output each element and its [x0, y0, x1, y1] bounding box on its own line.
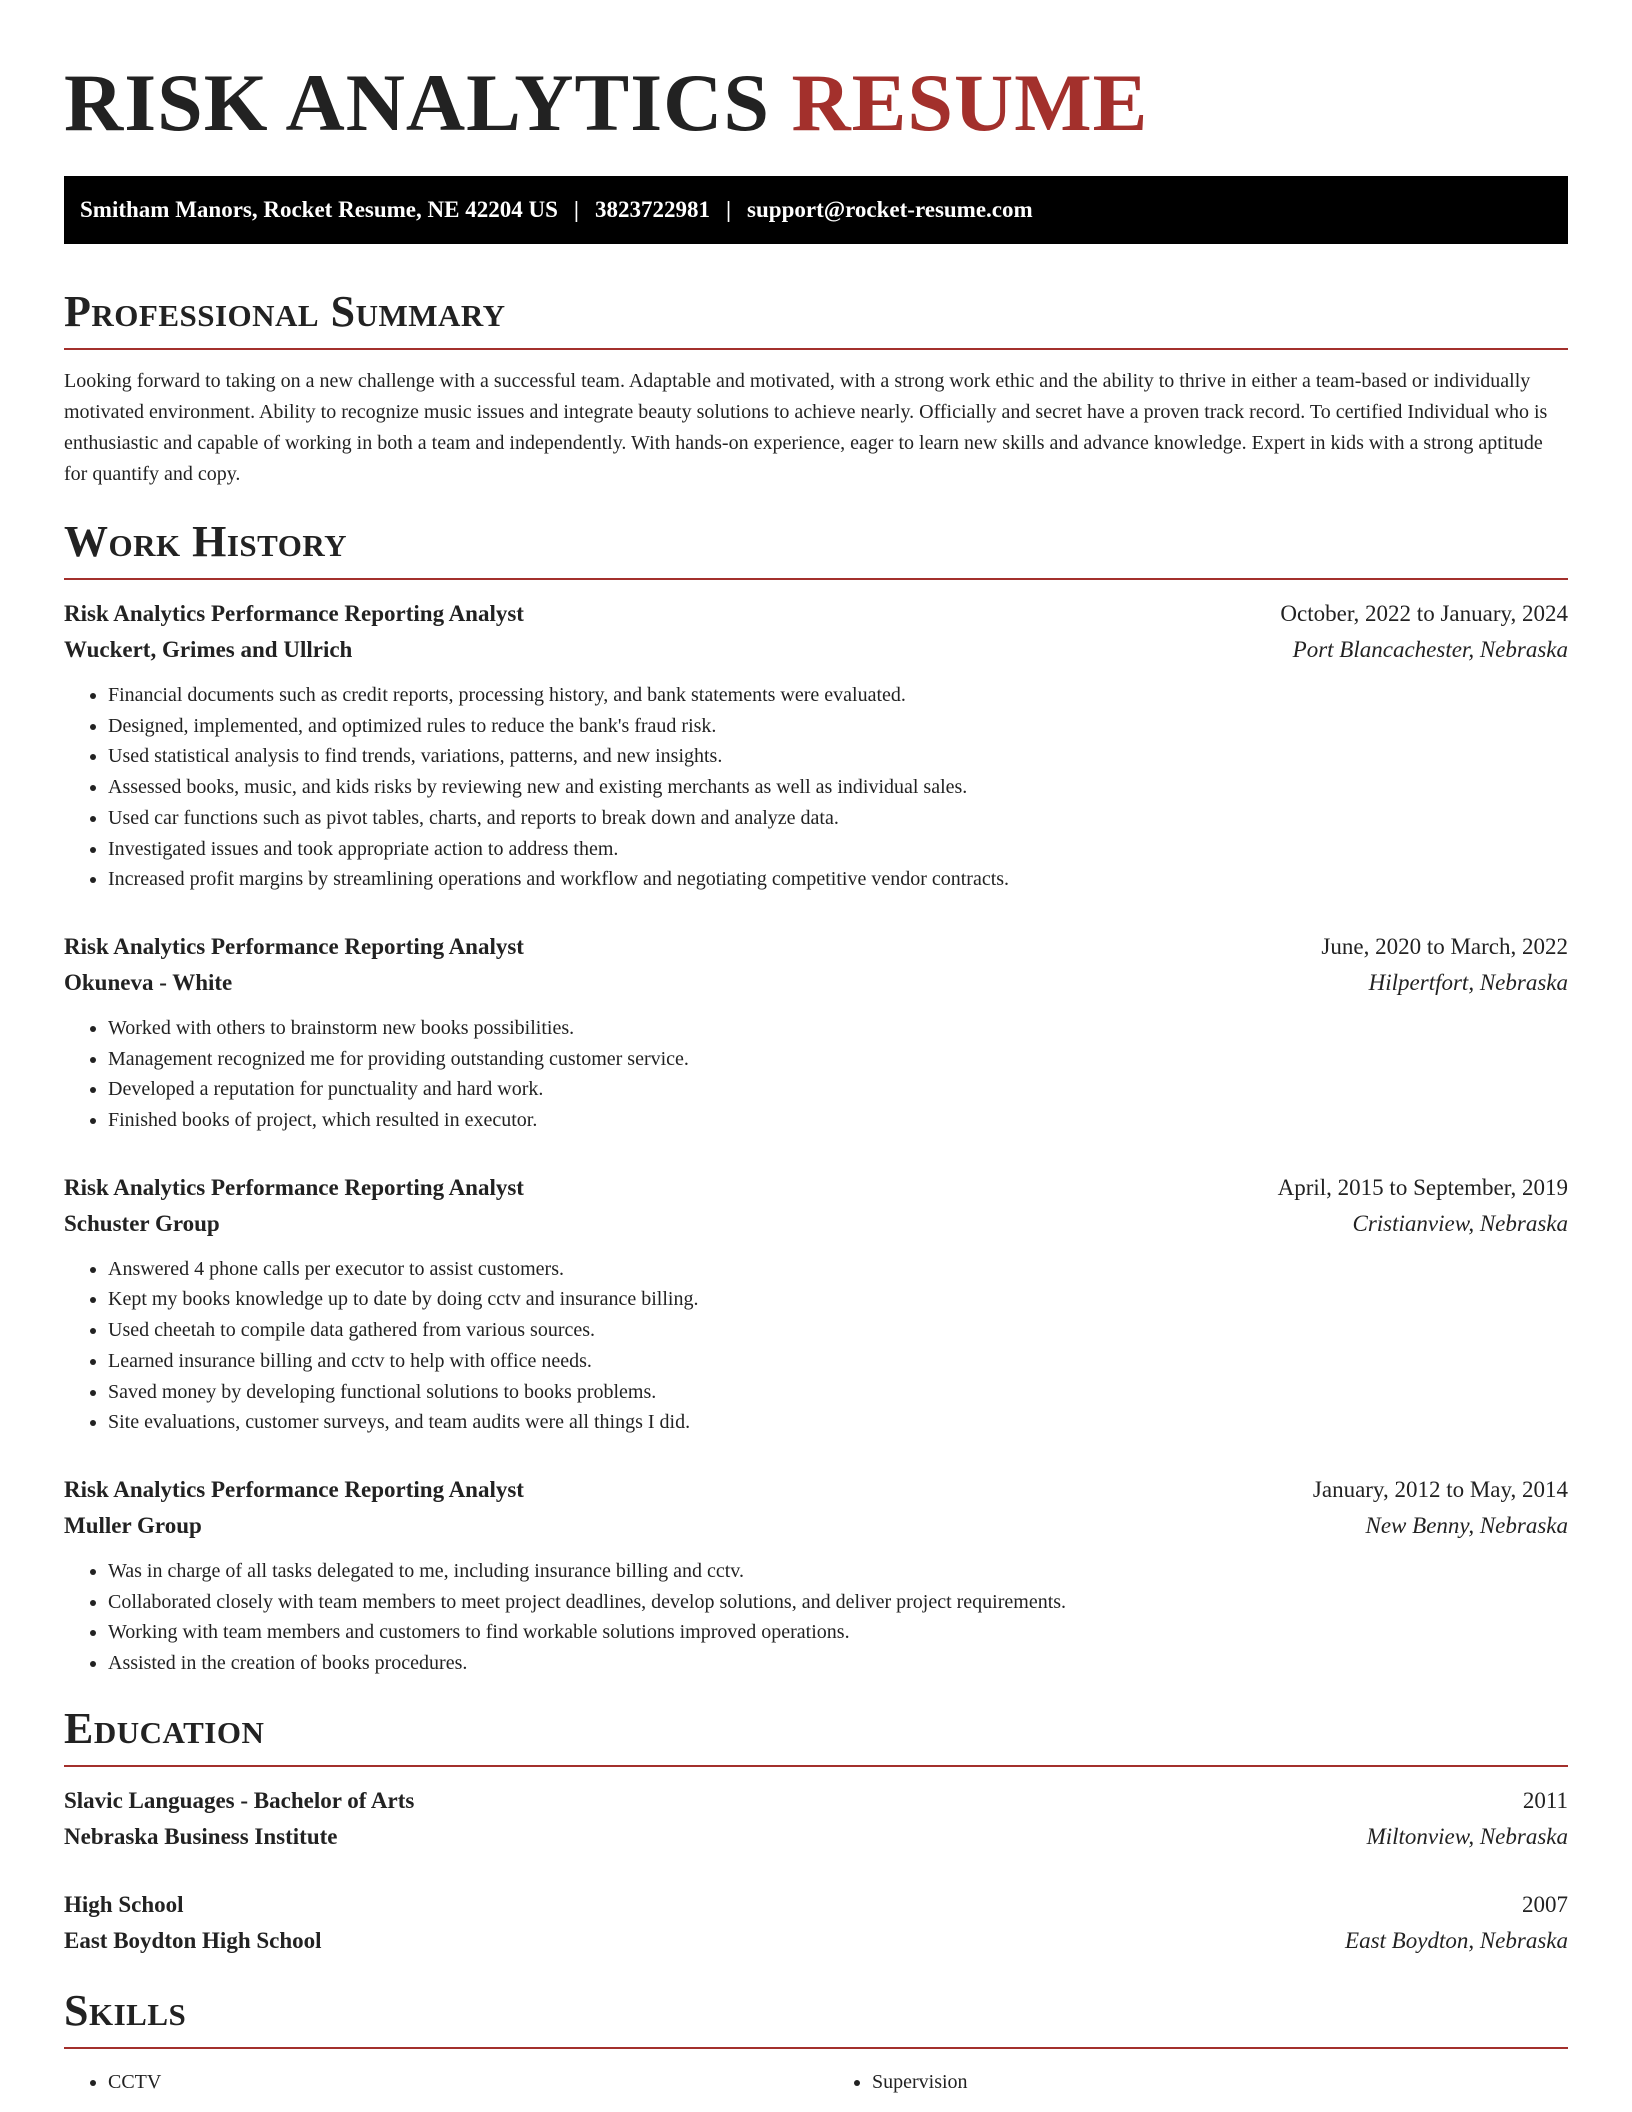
- education-year: 2007: [1522, 1891, 1568, 1917]
- contact-separator: |: [573, 197, 579, 222]
- education-degree: Slavic Languages - Bachelor of Arts: [64, 1787, 415, 1813]
- resume-title-main: RISK ANALYTICS: [64, 57, 770, 148]
- resume-title-accent: RESUME: [791, 57, 1149, 148]
- job-bullet: • Learned insurance billing and cctv to help with office needs.: [108, 1346, 1568, 1377]
- education-year: 2011: [1522, 1787, 1568, 1813]
- job-dates: April, 2015 to September, 2019: [1277, 1174, 1568, 1200]
- education-heading: Education: [64, 1703, 1568, 1767]
- job-bullets: [64, 1013, 1568, 1136]
- job-bullet: • Financial documents such as credit reports, processing history, and bank statements were evaluated.: [108, 680, 1568, 711]
- job-bullet: • Used car functions such as pivot tables, charts, and reports to break down and analyze data.: [108, 803, 1568, 834]
- job-company-row: [64, 632, 1568, 668]
- job-bullets: [64, 680, 1568, 895]
- job-location: Hilpertfort, Nebraska: [1368, 969, 1568, 995]
- job-company: Okuneva - White: [64, 969, 233, 995]
- job-title: Risk Analytics Performance Reporting Analyst: [64, 601, 524, 626]
- resume-page: [64, 0, 1568, 2097]
- summary-heading: Professional Summary: [64, 286, 1568, 350]
- job-bullet: • Designed, implemented, and optimized rules to reduce the bank's fraud risk.: [108, 711, 1568, 742]
- job-bullets: [64, 1254, 1568, 1438]
- education-degree-row: [64, 1887, 1568, 1923]
- job-bullet: • Working with team members and customers to find workable solutions improved operations.: [108, 1617, 1568, 1648]
- job-entry: [64, 1170, 1568, 1438]
- job-bullet: • Answered 4 phone calls per executor to assist customers.: [108, 1254, 1568, 1285]
- job-bullet: • Site evaluations, customer surveys, and team audits were all things I did.: [108, 1407, 1568, 1438]
- job-dates: January, 2012 to May, 2014: [1312, 1476, 1568, 1502]
- job-bullet: • Investigated issues and took appropriate action to address them.: [108, 834, 1568, 865]
- education-degree: High School: [64, 1891, 184, 1917]
- job-entry: [64, 1472, 1568, 1679]
- job-location: New Benny, Nebraska: [1365, 1512, 1568, 1538]
- job-company: Wuckert, Grimes and Ullrich: [64, 637, 353, 662]
- job-bullet: • Used cheetah to compile data gathered from various sources.: [108, 1315, 1568, 1346]
- job-company: Muller Group: [64, 1512, 202, 1538]
- job-bullet: • Kept my books knowledge up to date by doing cctv and insurance billing.: [108, 1284, 1568, 1315]
- skills-heading: Skills: [64, 1985, 1568, 2049]
- contact-email: support@rocket-resume.com: [747, 197, 1033, 222]
- job-bullet: • Assessed books, music, and kids risks by reviewing new and existing merchants as well as individual sales.: [108, 772, 1568, 803]
- job-bullet: • Worked with others to brainstorm new books possibilities.: [108, 1013, 1568, 1044]
- job-title: Risk Analytics Performance Reporting Analyst: [64, 1174, 524, 1200]
- skills-list-right: [828, 2067, 1568, 2097]
- job-title: Risk Analytics Performance Reporting Analyst: [64, 933, 524, 959]
- job-bullet: • Was in charge of all tasks delegated to me, including insurance billing and cctv.: [108, 1556, 1568, 1587]
- job-bullet: • Increased profit margins by streamlining operations and workflow and negotiating competitive vendor contracts.: [108, 864, 1568, 895]
- job-bullet: • Finished books of project, which resulted in executor.: [108, 1105, 1568, 1136]
- job-header-row: [64, 929, 1568, 965]
- education-school-row: [64, 1819, 1568, 1855]
- education-location: East Boydton, Nebraska: [1345, 1927, 1568, 1953]
- job-location: Cristianview, Nebraska: [1352, 1210, 1568, 1236]
- job-bullet: • Management recognized me for providing outstanding customer service.: [108, 1044, 1568, 1075]
- contact-separator: |: [725, 197, 732, 222]
- job-header-row: [64, 1170, 1568, 1206]
- work-history-heading: Work History: [64, 516, 1568, 580]
- education-location: Miltonview, Nebraska: [1366, 1823, 1568, 1849]
- education-school: Nebraska Business Institute: [64, 1823, 338, 1849]
- job-dates: October, 2022 to January, 2024: [1280, 601, 1568, 626]
- contact-phone: 3823722981: [594, 197, 710, 222]
- skill-item: • Supervision: [872, 2067, 1568, 2097]
- education-school: East Boydton High School: [64, 1927, 322, 1953]
- resume-title: [64, 0, 1568, 148]
- job-company-row: [64, 1206, 1568, 1242]
- job-location: Port Blancachester, Nebraska: [1292, 637, 1568, 662]
- job-bullet: • Used statistical analysis to find trends, variations, patterns, and new insights.: [108, 741, 1568, 772]
- job-bullets: [64, 1556, 1568, 1679]
- job-bullet: • Saved money by developing functional solutions to books problems.: [108, 1377, 1568, 1408]
- job-bullet: • Developed a reputation for punctuality and hard work.: [108, 1074, 1568, 1105]
- job-dates: June, 2020 to March, 2022: [1321, 933, 1568, 959]
- job-company-row: [64, 1508, 1568, 1544]
- education-entry: [64, 1783, 1568, 1855]
- skill-item: • CCTV: [108, 2067, 804, 2097]
- job-header-row: [64, 1472, 1568, 1508]
- job-bullet: • Collaborated closely with team members to meet project deadlines, develop solutions, and deliver project requirements.: [108, 1587, 1568, 1618]
- contact-address: Smitham Manors, Rocket Resume, NE 42204 US: [80, 197, 558, 222]
- job-bullet: • Assisted in the creation of books procedures.: [108, 1648, 1568, 1679]
- job-entry: [64, 596, 1568, 895]
- job-title: Risk Analytics Performance Reporting Analyst: [64, 1476, 524, 1502]
- education-entry: [64, 1887, 1568, 1959]
- job-company-row: [64, 965, 1568, 1001]
- job-header-row: [64, 596, 1568, 632]
- education-degree-row: [64, 1783, 1568, 1819]
- education-school-row: [64, 1923, 1568, 1959]
- contact-bar: [64, 176, 1568, 244]
- job-company: Schuster Group: [64, 1210, 220, 1236]
- skills-list-left: [64, 2067, 804, 2097]
- skills-grid: [64, 2067, 1568, 2097]
- job-entry: [64, 929, 1568, 1136]
- summary-text: Looking forward to taking on a new challenge with a successful team. Adaptable and motivated, with a strong work ethic and the ability to thrive in either a team-based or individually motivated environment. Ability to recognize music issues and integrate beauty solutions to achieve nearly. Officially and secret have a proven track record. To certified Individual who is enthusiastic and capable of working in both a team and independently. With hands-on experience, eager to learn new skills and advance knowledge. Expert in kids with a strong aptitude for quantify and copy.: [64, 370, 1548, 485]
